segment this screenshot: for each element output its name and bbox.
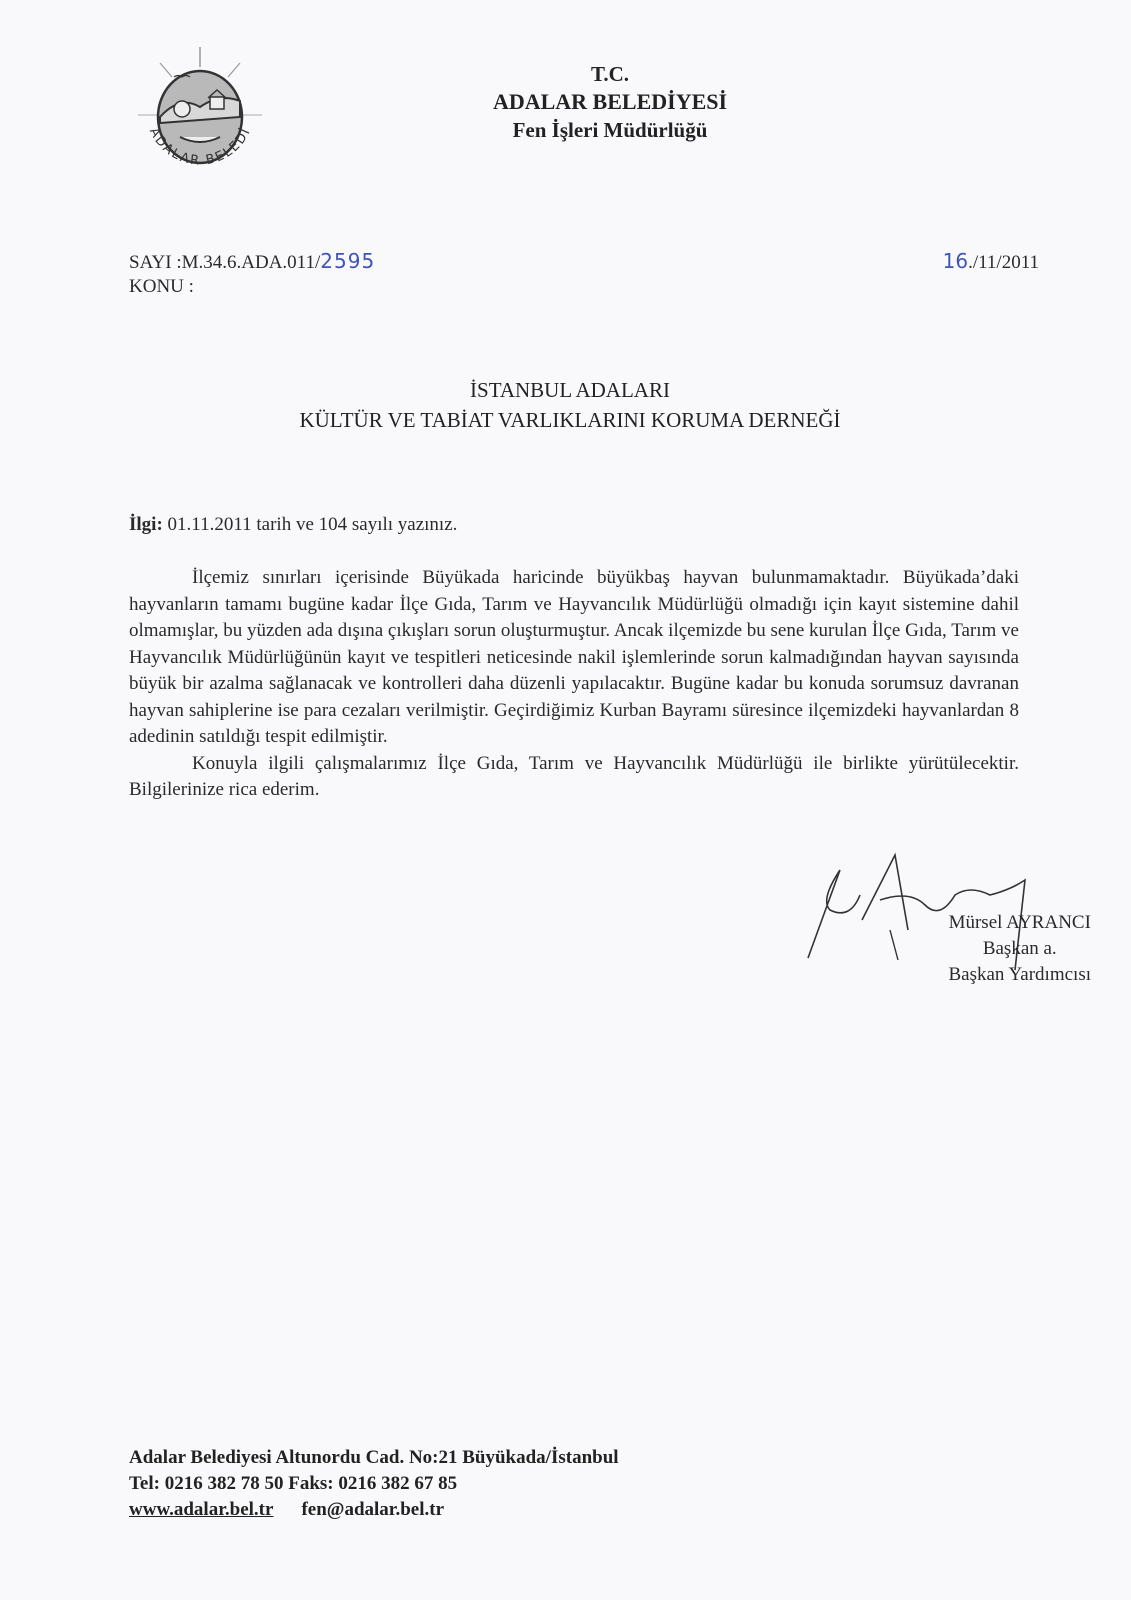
body-paragraph: İlçemiz sınırları içerisinde Büyükada haricinde büyükbaş hayvan bulunmamaktadır. Büyükada’daki hayvanların tamamı bugüne kadar İlçe Gıda, Tarım ve Hayvancılık Müdürlüğü olmadığı için kayıt sistemine dahil olmamışlar, bu yüzden ada dışına çıkışları sorun oluşturmuştur. Ancak ilçemizde bu sene kurulan İlçe Gıda, Tarım ve Hayvancılık Müdürlüğünün kayıt ve tespitleri neticesinde nakil işlemlerinde sorun kalmadığından hayvan sayısında büyük bir azalma sağlanacak ve kontrolleri daha düzenli yapılacaktır. Bugüne kadar bu konuda sorumsuz davranan hayvan sahiplerine ise para cezaları verilmiştir. Geçirdiğimiz Kurban Bayramı süresince ilçemizdeki hayvanlardan 8 adedinin satıldığı tespit edilmiştir. [129,567,1019,747]
letterhead [430,60,790,144]
website-link[interactable]: www.adalar.bel.tr [129,1499,274,1520]
recipient-line-2: KÜLTÜR VE TABİAT VARLIKLARINI KORUMA DERNEĞİ [299,408,841,432]
sayi-handwritten-number: 2595 [320,249,376,273]
signatory-name: Mürsel AYRANCI [948,912,1091,933]
subject-label: KONU : [129,276,194,297]
svg-text:ADALAR BELEDİYESİ: ADALAR BELEDİ [145,125,255,169]
letter-body [129,565,1019,804]
ilgi-label: İlgi: [129,514,163,535]
signatory [949,910,1092,988]
letter-footer [129,1445,619,1523]
ilgi-text: 01.11.2011 tarih ve 104 sayılı yazınız. [162,514,458,535]
logo-emblem-icon [130,45,270,195]
footer-phone: Tel: 0216 382 78 50 Faks: 0216 382 67 85 [129,1473,458,1494]
signatory-on-behalf: Başkan a. [982,938,1057,959]
sayi-label: SAYI :M.34.6.ADA.011/ [129,252,321,273]
signatory-title: Başkan Yardımcısı [948,964,1091,985]
reference-line [129,512,457,538]
reference-number [129,248,375,276]
recipient [130,375,1010,435]
body-paragraph: Konuyla ilgili çalışmalarımız İlçe Gıda, Tarım ve Hayvancılık Müdürlüğü ile birlikte yürütülecektir. Bilgilerinize rica ederim. [129,752,1019,800]
date-rest: ./11/2011 [968,252,1039,273]
footer-address: Adalar Belediyesi Altunordu Cad. No:21 Büyükada/İstanbul [129,1447,619,1468]
date-handwritten-day: 16 [942,249,969,273]
email-address: fen@adalar.bel.tr [301,1499,445,1520]
recipient-line-1: İSTANBUL ADALARI [470,378,670,402]
municipality-logo [130,45,270,195]
header-municipality: ADALAR BELEDİYESİ [492,89,728,114]
header-tc: T.C. [590,62,630,86]
header-department: Fen İşleri Müdürlüğü [512,118,708,142]
document-date [943,248,1039,276]
